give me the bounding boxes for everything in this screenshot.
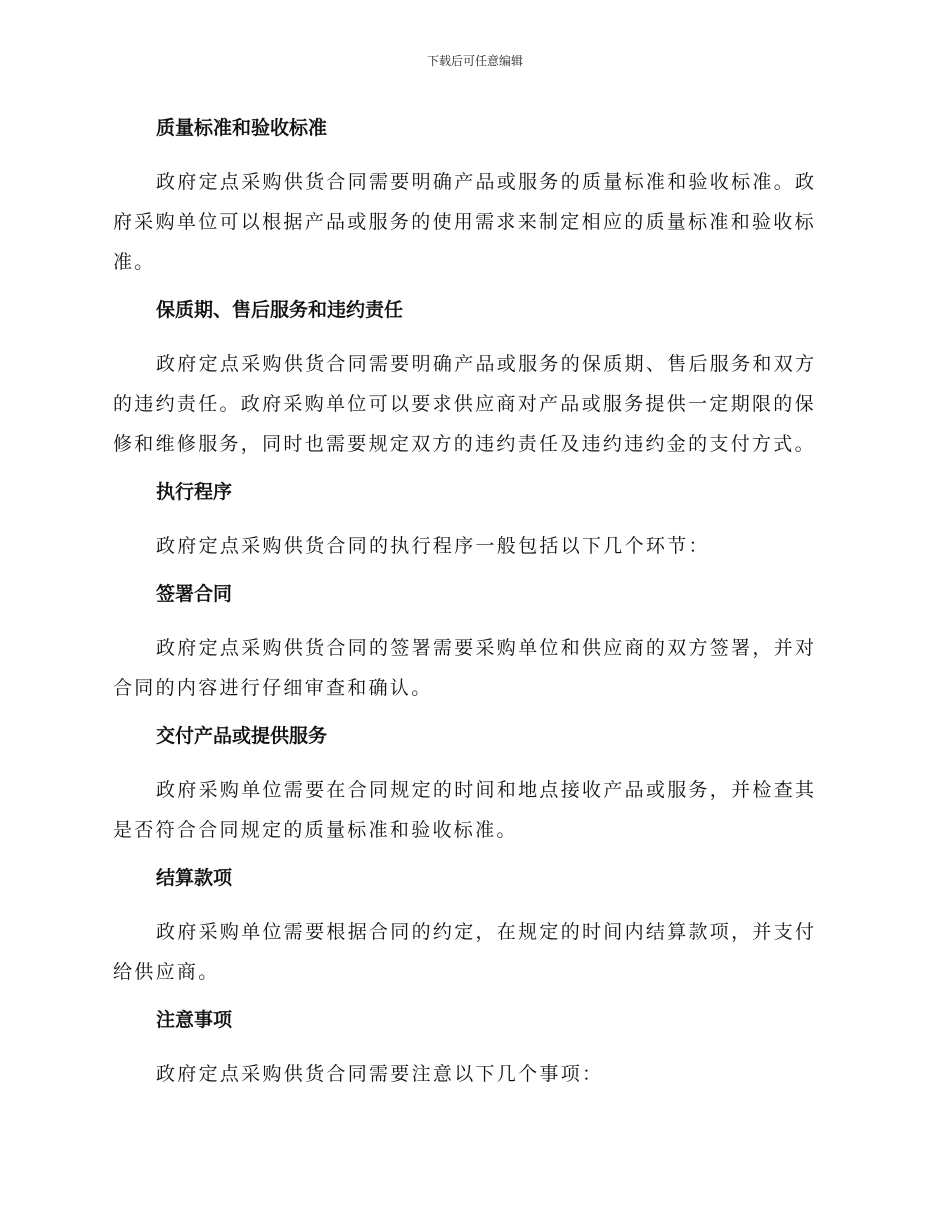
section-paragraph: 政府定点采购供货合同需要注意以下几个事项： (156, 1063, 604, 1085)
page-header: 下载后可任意编辑 (426, 54, 523, 68)
section-heading: 质量标准和验收标准 (156, 117, 328, 139)
section-warranty (113, 294, 833, 464)
document-body (113, 112, 833, 1094)
section-paragraph: 政府采购单位需要根据合同的约定，在规定的时间内结算款项，并支付给供应商。 (113, 921, 817, 983)
section-heading: 签署合同 (156, 583, 233, 605)
section-settlement (113, 862, 833, 992)
section-heading: 保质期、售后服务和违约责任 (156, 299, 404, 321)
section-execution (113, 476, 833, 566)
section-heading: 执行程序 (156, 481, 233, 503)
section-paragraph: 政府定点采购供货合同的签署需要采购单位和供应商的双方签署，并对合同的内容进行仔细审查和确认。 (113, 637, 817, 699)
section-paragraph: 政府定点采购供货合同需要明确产品或服务的保质期、售后服务和双方的违约责任。政府采购单位可以要求供应商对产品或服务提供一定期限的保修和维修服务，同时也需要规定双方的违约责任及违约违约金的支付方式。 (113, 353, 817, 455)
section-heading: 注意事项 (156, 1009, 233, 1031)
section-signing (113, 578, 833, 708)
section-notes (113, 1004, 833, 1094)
section-heading: 交付产品或提供服务 (156, 725, 328, 747)
section-delivery (113, 720, 833, 850)
section-heading: 结算款项 (156, 867, 233, 889)
section-paragraph: 政府采购单位需要在合同规定的时间和地点接收产品或服务，并检查其是否符合合同规定的质量标准和验收标准。 (113, 779, 817, 841)
section-paragraph: 政府定点采购供货合同的执行程序一般包括以下几个环节： (156, 535, 710, 557)
section-paragraph: 政府定点采购供货合同需要明确产品或服务的质量标准和验收标准。政府采购单位可以根据产品或服务的使用需求来制定相应的质量标准和验收标准。 (113, 171, 817, 273)
section-quality-standards (113, 112, 833, 282)
